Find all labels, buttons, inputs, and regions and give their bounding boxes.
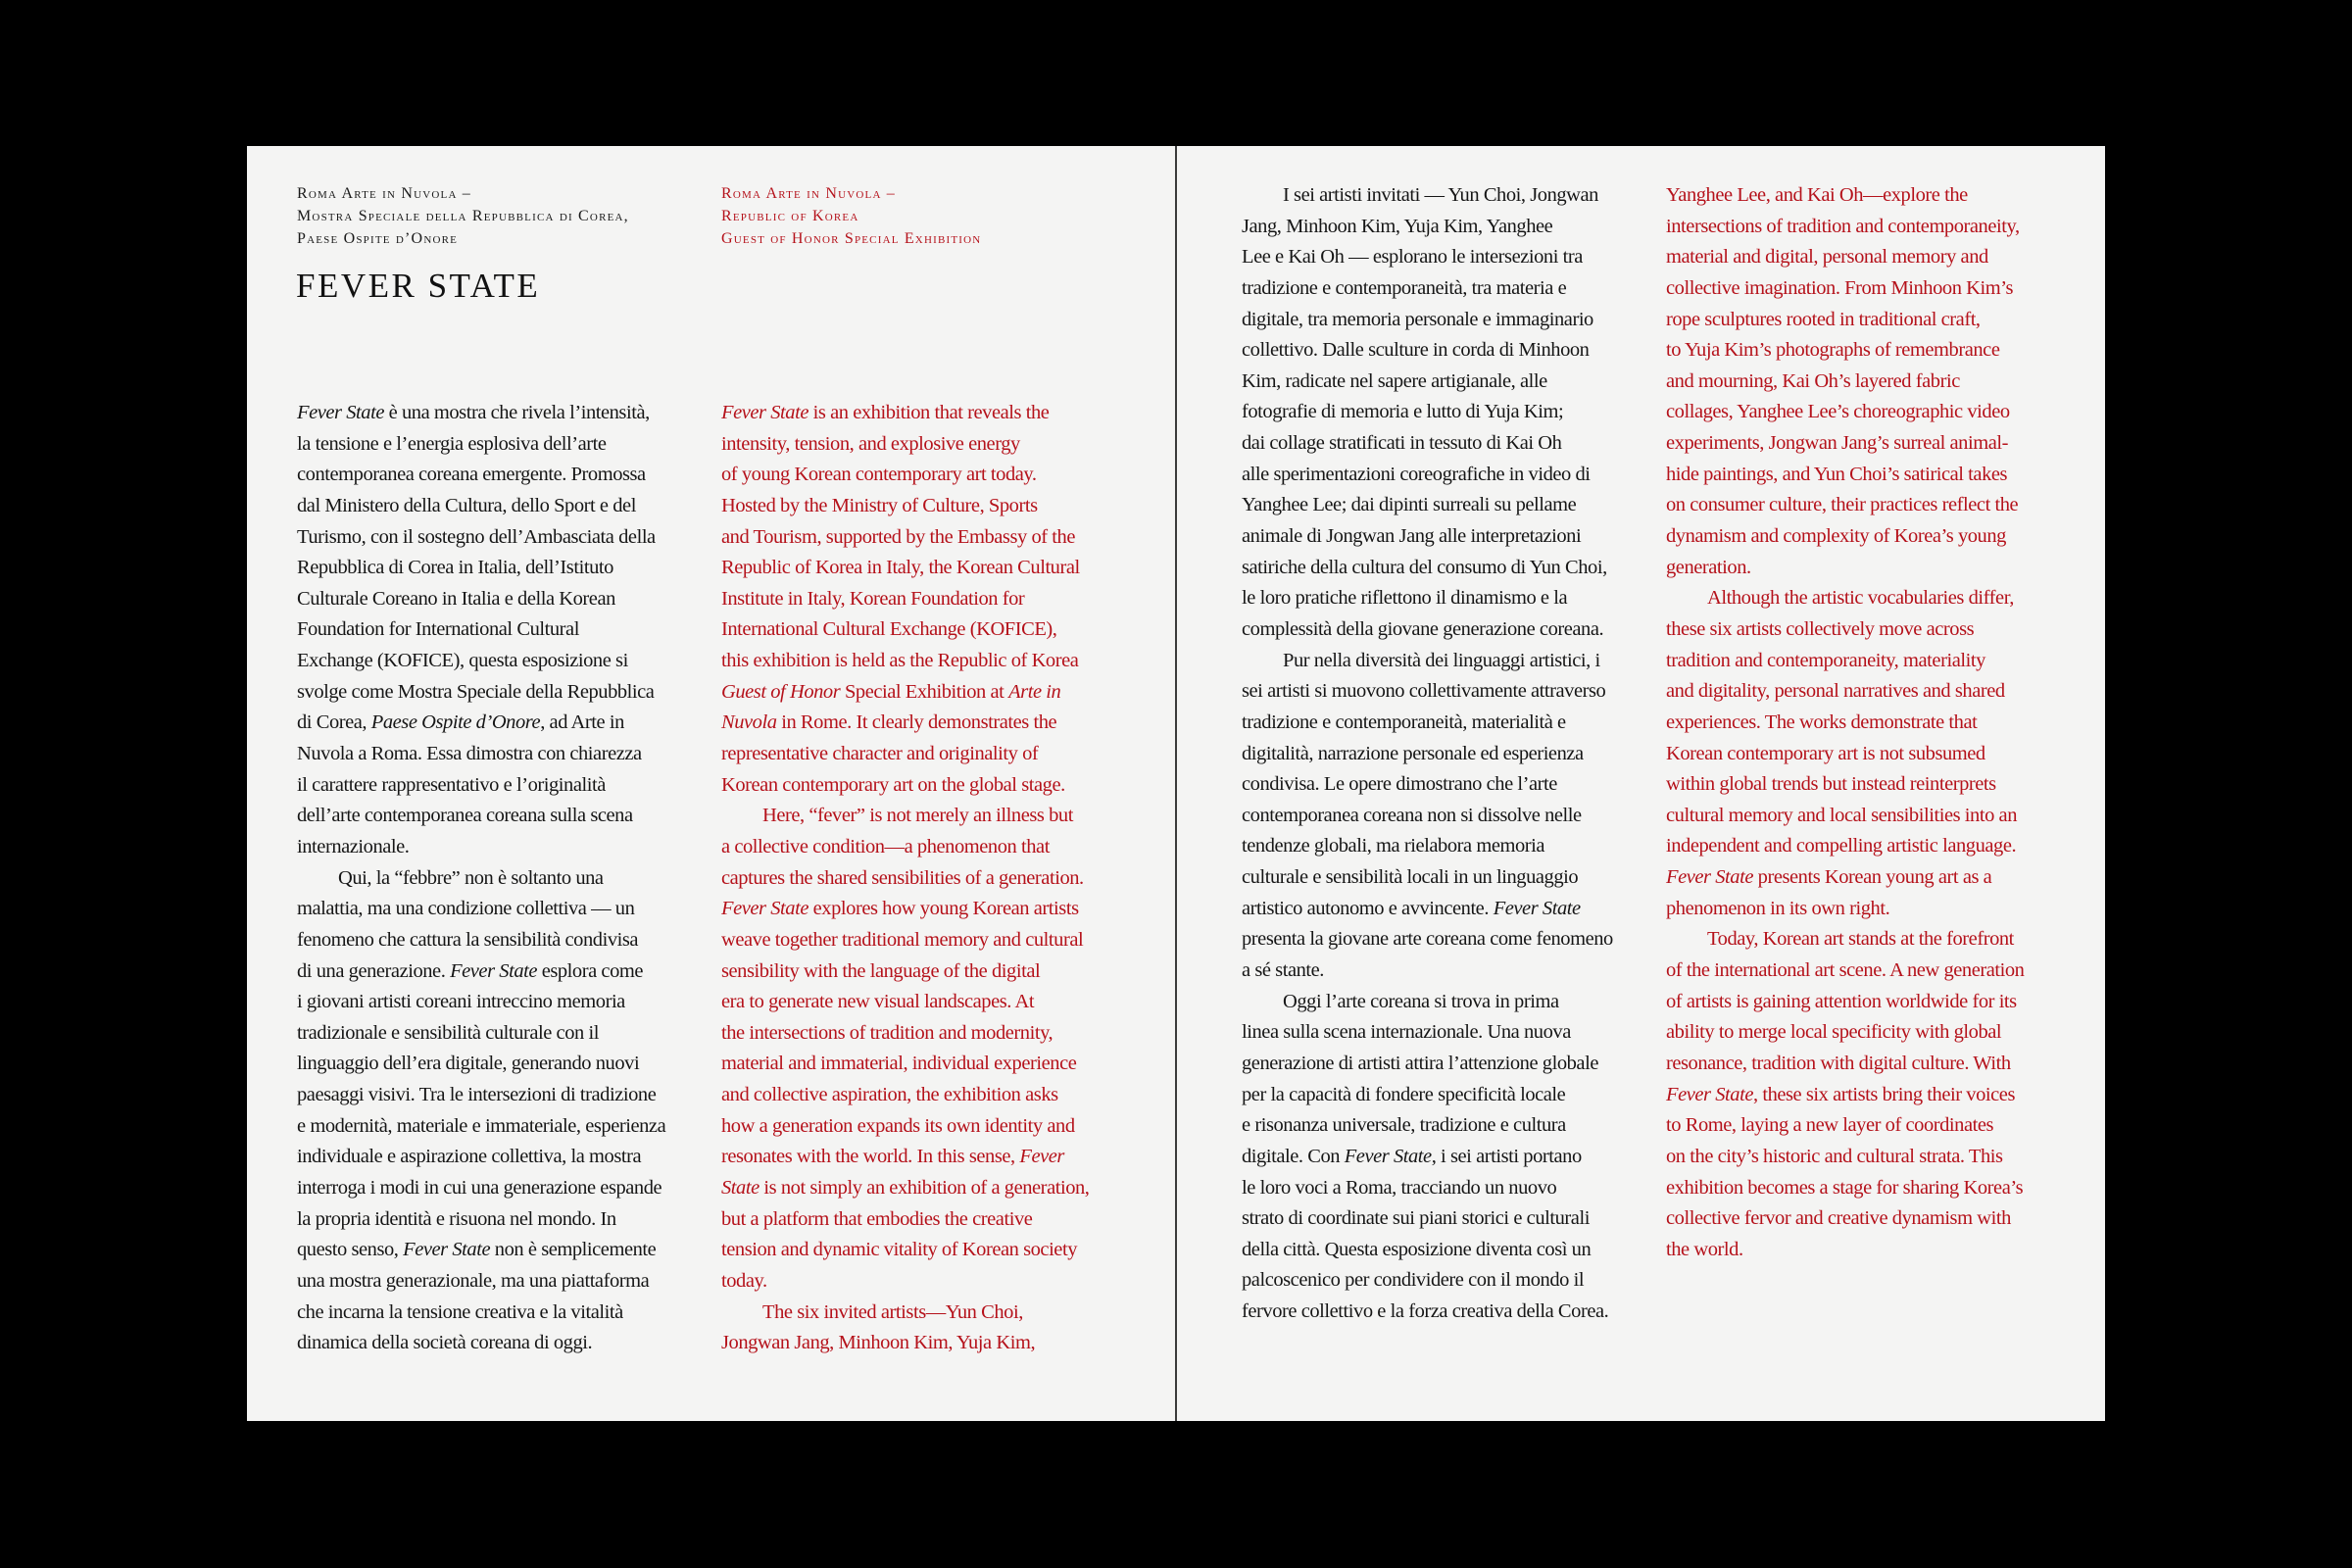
italic-title-segment: Fever xyxy=(1019,1146,1064,1168)
text-line: ability to merge local specificity with global xyxy=(1666,1021,2002,1044)
text-line: tension and dynamic vitality of Korean society xyxy=(721,1239,1078,1261)
text-line: Oggi l’arte coreana si trova in prima xyxy=(1283,990,1559,1012)
text-segment: in Rome. It clearly demonstrates the xyxy=(776,711,1057,734)
text-line: on the city’s historic and cultural strata. This xyxy=(1666,1145,2003,1167)
text-line: and Tourism, supported by the Embassy of the xyxy=(721,525,1076,548)
text-line: Jang, Minhoon Kim, Yuja Kim, Yanghee xyxy=(1242,215,1553,237)
text-line: the world. xyxy=(1666,1238,1743,1260)
text-line: dell’arte contemporanea coreana sulla scena xyxy=(297,805,633,827)
header-line: Mostra Speciale della Repubblica di Corea, xyxy=(297,208,629,224)
text-line: International Cultural Exchange (KOFICE), xyxy=(721,618,1057,641)
text-segment: resonates with the world. In this sense, xyxy=(721,1146,1020,1168)
italic-title-segment: Fever State xyxy=(403,1239,491,1261)
text-line: satiriche della cultura del consumo di Yun Choi, xyxy=(1242,556,1607,578)
text-line: fotografie di memoria e lutto di Yuja Kim; xyxy=(1242,401,1564,423)
text-line: dal Ministero della Cultura, dello Sport e del xyxy=(297,494,636,516)
text-line: Pur nella diversità dei linguaggi artistici, i xyxy=(1283,649,1600,671)
text-line: generation. xyxy=(1666,556,1751,578)
text-line: e risonanza universale, tradizione e cultura xyxy=(1242,1114,1566,1137)
text-line: Although the artistic vocabularies differ, xyxy=(1707,587,2014,610)
text-line: Hosted by the Ministry of Culture, Sports xyxy=(721,494,1038,516)
text-line: contemporanea coreana non si dissolve nelle xyxy=(1242,804,1582,826)
text-segment: digitale. Con xyxy=(1242,1145,1345,1167)
text-line: Korean contemporary art is not subsumed xyxy=(1666,742,1985,764)
text-segment: di Corea, xyxy=(297,711,371,734)
text-line: on consumer culture, their practices reflect the xyxy=(1666,494,2019,516)
italic-title-segment: Fever State xyxy=(721,898,808,920)
text-line: weave together traditional memory and cultural xyxy=(721,928,1084,951)
text-line: linguaggio dell’era digitale, generando nuovi xyxy=(297,1053,640,1075)
text-line xyxy=(297,398,665,429)
text-line: and digitality, personal narratives and shared xyxy=(1666,680,2005,703)
italic-title-segment: Fever State xyxy=(297,402,384,423)
text-segment: explores how young Korean artists xyxy=(808,898,1079,920)
text-line xyxy=(1666,1080,2024,1111)
text-line: una mostra generazionale, ma una piattaforma xyxy=(297,1269,650,1292)
text-line xyxy=(1242,1142,1613,1173)
text-line: della città. Questa esposizione diventa così un xyxy=(1242,1238,1592,1260)
text-line: le loro pratiche riflettono il dinamismo e la xyxy=(1242,587,1568,610)
text-line: il carattere rappresentativo e l’originalità xyxy=(297,773,606,796)
column-english-1 xyxy=(721,398,1089,1359)
text-line: how a generation expands its own identity and xyxy=(721,1114,1075,1137)
text-segment: Special Exhibition at xyxy=(840,680,1009,703)
text-line: but a platform that embodies the creative xyxy=(721,1207,1033,1230)
text-line: exhibition becomes a stage for sharing Korea’s xyxy=(1666,1176,2024,1199)
text-line: today. xyxy=(721,1269,767,1292)
text-line: and collective aspiration, the exhibition asks xyxy=(721,1084,1058,1106)
column-italian-2 xyxy=(1242,180,1613,1328)
text-line: complessità della giovane generazione coreana. xyxy=(1242,617,1604,640)
text-line: Lee e Kai Oh — esplorano le intersezioni tra xyxy=(1242,246,1583,269)
text-line: Repubblica di Corea in Italia, dell’Istituto xyxy=(297,557,613,579)
text-segment: , these six artists bring their voices xyxy=(1752,1083,2015,1105)
header-line: Roma Arte in Nuvola – xyxy=(297,185,471,202)
italic-title-segment: Fever State xyxy=(721,402,808,423)
text-line xyxy=(721,894,1089,925)
text-line: Exchange (KOFICE), questa esposizione si xyxy=(297,650,628,672)
text-segment: is an exhibition that reveals the xyxy=(808,402,1050,423)
italic-title-segment: Nuvola xyxy=(721,711,777,734)
italic-title-segment: Paese Ospite d’Onore xyxy=(370,711,541,734)
text-line: collettivo. Dalle sculture in corda di Minhoon xyxy=(1242,339,1590,362)
text-line: internazionale. xyxy=(297,835,410,858)
text-line: a collective condition—a phenomenon that xyxy=(721,835,1050,858)
text-segment: questo senso, xyxy=(297,1239,404,1261)
text-line: to Yuja Kim’s photographs of remembrance xyxy=(1666,339,2000,362)
text-line xyxy=(297,1235,665,1266)
text-line: captures the shared sensibilities of a generation. xyxy=(721,866,1084,889)
text-line: dynamism and complexity of Korea’s young xyxy=(1666,525,2006,548)
text-line: strato di coordinate sui piani storici e culturali xyxy=(1242,1207,1590,1230)
text-line: resonance, tradition with digital culture. With xyxy=(1666,1052,2011,1074)
text-line xyxy=(721,1173,1089,1204)
text-line: fenomeno che cattura la sensibilità condivisa xyxy=(297,928,639,951)
text-line: Korean contemporary art on the global stage. xyxy=(721,773,1065,796)
italic-title-segment: Fever State xyxy=(1344,1145,1432,1167)
text-line: generazione di artisti attira l’attenzione globale xyxy=(1242,1052,1598,1074)
text-segment: presents Korean young art as a xyxy=(1752,866,1992,889)
text-line: tradizione e contemporaneità, materialità e xyxy=(1242,710,1566,733)
text-segment: è una mostra che rivela l’intensità, xyxy=(383,402,650,423)
text-line: this exhibition is held as the Republic of Korea xyxy=(721,650,1079,672)
header-line: Roma Arte in Nuvola – xyxy=(721,185,896,202)
text-line: Yanghee Lee, and Kai Oh—explore the xyxy=(1666,184,1968,206)
text-line xyxy=(297,956,665,988)
text-line: digitale, tra memoria personale e immaginario xyxy=(1242,308,1593,330)
text-line: contemporanea coreana emergente. Promossa xyxy=(297,464,646,486)
text-line: of the international art scene. A new generation xyxy=(1666,959,2025,982)
italic-title-segment: Fever State xyxy=(1666,1083,1753,1105)
italic-title-segment: Arte in xyxy=(1008,680,1061,703)
header-line: Paese Ospite d’Onore xyxy=(297,230,459,247)
text-line: phenomenon in its own right. xyxy=(1666,897,1890,919)
text-line: Jongwan Jang, Minhoon Kim, Yuja Kim, xyxy=(721,1332,1036,1354)
text-line xyxy=(1666,862,2024,894)
text-line: dai collage stratificati in tessuto di Kai Oh xyxy=(1242,432,1562,455)
text-line: experiences. The works demonstrate that xyxy=(1666,710,1978,733)
column-english-2 xyxy=(1666,180,2024,1265)
italic-title-segment: Guest of Honor xyxy=(721,680,841,703)
text-line: Today, Korean art stands at the forefront xyxy=(1707,928,2014,951)
text-segment: non è semplicemente xyxy=(490,1239,657,1261)
text-line xyxy=(297,708,665,739)
text-line: palcoscenico per condividere con il mondo il xyxy=(1242,1269,1585,1292)
text-line: la propria identità e risuona nel mondo. In xyxy=(297,1207,616,1230)
text-line: rope sculptures rooted in traditional craft, xyxy=(1666,308,1981,330)
text-line: a sé stante. xyxy=(1242,959,1324,982)
text-line: dinamica della società coreana di oggi. xyxy=(297,1332,593,1354)
text-segment: esplora come xyxy=(537,959,644,982)
text-line: Yanghee Lee; dai dipinti surreali su pellame xyxy=(1242,494,1577,516)
text-line: and mourning, Kai Oh’s layered fabric xyxy=(1666,369,1960,392)
header-line: Republic of Korea xyxy=(721,208,859,224)
header-italian xyxy=(297,182,629,250)
text-line: the intersections of tradition and modernity, xyxy=(721,1021,1054,1044)
text-line: svolge come Mostra Speciale della Repubblica xyxy=(297,680,655,703)
text-line: intensity, tension, and explosive energy xyxy=(721,432,1020,455)
text-line: material and immaterial, individual experience xyxy=(721,1053,1077,1075)
text-line: interroga i modi in cui una generazione espande xyxy=(297,1177,662,1200)
header-line: Guest of Honor Special Exhibition xyxy=(721,230,982,247)
text-line: presenta la giovane arte coreana come fenomeno xyxy=(1242,928,1613,951)
text-line xyxy=(721,708,1089,739)
text-line: of young Korean contemporary art today. xyxy=(721,464,1037,486)
text-segment: di una generazione. xyxy=(297,959,451,982)
text-line: digitalità, narrazione personale ed esperienza xyxy=(1242,742,1584,764)
column-italian-1 xyxy=(297,398,665,1359)
text-line: Kim, radicate nel sapere artigianale, alle xyxy=(1242,369,1547,392)
text-line: Turismo, con il sostegno dell’Ambasciata della xyxy=(297,525,656,548)
text-line: alle sperimentazioni coreografiche in video di xyxy=(1242,463,1591,485)
text-line: e modernità, materiale e immateriale, esperienza xyxy=(297,1114,666,1137)
text-line: Nuvola a Roma. Essa dimostra con chiarezza xyxy=(297,743,642,765)
text-line: tradizione e contemporaneità, tra materia e xyxy=(1242,276,1567,299)
text-line: tradizionale e sensibilità culturale con il xyxy=(297,1021,599,1044)
text-segment: artistico autonomo e avvincente. xyxy=(1242,897,1494,919)
text-line: experiments, Jongwan Jang’s surreal animal- xyxy=(1666,432,2008,455)
text-line: Culturale Coreano in Italia e della Korean xyxy=(297,587,615,610)
text-line: condivisa. Le opere dimostrano che l’arte xyxy=(1242,773,1557,796)
text-segment: , i sei artisti portano xyxy=(1431,1145,1582,1167)
header-english xyxy=(721,182,981,250)
text-line: independent and compelling artistic language. xyxy=(1666,835,2017,858)
text-line: within global trends but instead reinterprets xyxy=(1666,773,1996,796)
text-segment: is not simply an exhibition of a generation, xyxy=(759,1177,1090,1200)
text-line xyxy=(721,398,1089,429)
text-line: collages, Yanghee Lee’s choreographic video xyxy=(1666,401,2010,423)
text-line: intersections of tradition and contemporaneity, xyxy=(1666,215,2020,237)
page-title: FEVER STATE xyxy=(296,267,541,305)
italic-title-segment: State xyxy=(721,1177,760,1200)
text-line: hide paintings, and Yun Choi’s satirical takes xyxy=(1666,463,2008,485)
text-line: collective fervor and creative dynamism with xyxy=(1666,1207,2011,1230)
text-line: The six invited artists—Yun Choi, xyxy=(762,1300,1023,1323)
text-line: culturale e sensibilità locali in un linguaggio xyxy=(1242,866,1579,889)
text-line: la tensione e l’energia esplosiva dell’arte xyxy=(297,432,607,455)
text-segment: , ad Arte in xyxy=(540,711,624,734)
text-line: Institute in Italy, Korean Foundation for xyxy=(721,587,1025,610)
italic-title-segment: Fever State xyxy=(450,959,538,982)
text-line: I sei artisti invitati — Yun Choi, Jongwan xyxy=(1283,184,1598,206)
text-line: to Rome, laying a new layer of coordinates xyxy=(1666,1114,1994,1137)
text-line: animale di Jongwan Jang alle interpretazioni xyxy=(1242,525,1582,548)
text-line: representative character and originality of xyxy=(721,743,1039,765)
text-line: linea sulla scena internazionale. Una nuova xyxy=(1242,1021,1571,1044)
text-line: era to generate new visual landscapes. At xyxy=(721,991,1035,1013)
text-line: le loro voci a Roma, tracciando un nuovo xyxy=(1242,1176,1557,1199)
text-line xyxy=(721,1142,1089,1173)
text-line: tradition and contemporaneity, materiality xyxy=(1666,649,1985,671)
italic-title-segment: Fever State xyxy=(1493,897,1581,919)
text-line: collective imagination. From Minhoon Kim’s xyxy=(1666,276,2014,299)
text-line: these six artists collectively move across xyxy=(1666,617,1975,640)
text-line: paesaggi visivi. Tra le intersezioni di tradizione xyxy=(297,1084,657,1106)
text-line: sei artisti si muovono collettivamente attraverso xyxy=(1242,680,1606,703)
text-line xyxy=(1242,894,1613,925)
text-line: i giovani artisti coreani intreccino memoria xyxy=(297,991,625,1013)
text-line: malattia, ma una condizione collettiva — un xyxy=(297,898,635,920)
text-line: Here, “fever” is not merely an illness but xyxy=(762,805,1073,827)
text-line: fervore collettivo e la forza creativa della Corea. xyxy=(1242,1300,1609,1323)
text-line: per la capacità di fondere specificità locale xyxy=(1242,1083,1566,1105)
text-line: Republic of Korea in Italy, the Korean Cultural xyxy=(721,557,1080,579)
text-line: che incarna la tensione creativa e la vitalità xyxy=(297,1300,623,1323)
text-line: tendenze globali, ma rielabora memoria xyxy=(1242,835,1545,858)
text-line: individuale e aspirazione collettiva, la mostra xyxy=(297,1146,642,1168)
text-line: material and digital, personal memory and xyxy=(1666,246,1988,269)
text-line: cultural memory and local sensibilities into an xyxy=(1666,804,2018,826)
text-line: Qui, la “febbre” non è soltanto una xyxy=(338,866,604,889)
text-line: Foundation for International Cultural xyxy=(297,618,579,641)
text-line: of artists is gaining attention worldwide for its xyxy=(1666,990,2017,1012)
text-line: sensibility with the language of the digital xyxy=(721,959,1041,982)
text-line xyxy=(721,677,1089,709)
italic-title-segment: Fever State xyxy=(1666,866,1753,889)
page-gutter-divider xyxy=(1175,146,1177,1421)
